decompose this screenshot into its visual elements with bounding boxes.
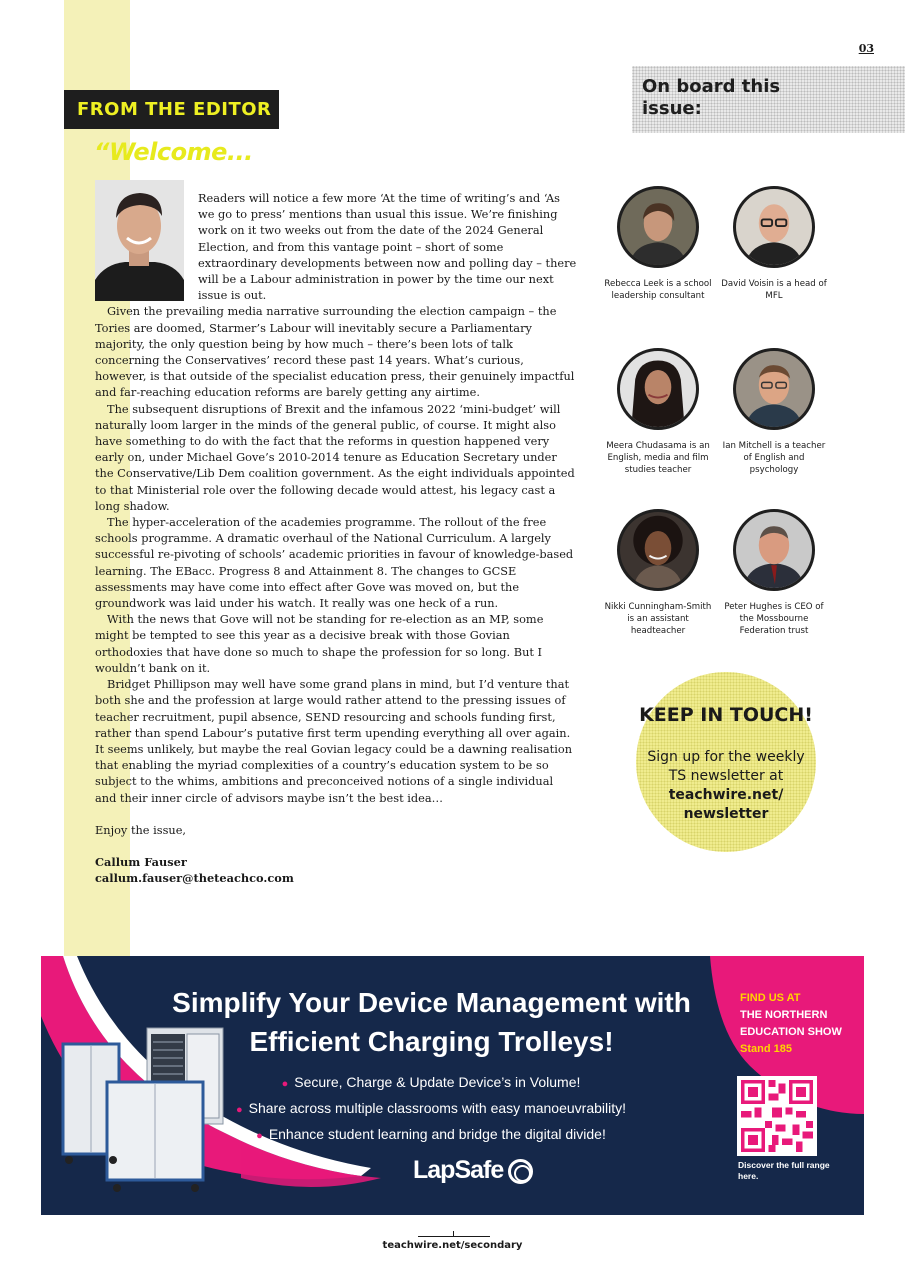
contributor-card — [603, 348, 713, 476]
contributor-caption: Rebecca Leek is a school leadership consultant — [604, 279, 712, 301]
signature — [95, 854, 578, 886]
qr-caption: Discover the full range here. — [738, 1160, 830, 1181]
article-paragraph: Bridget Phillipson may well have some grand plans in mind, but I’d venture that both she and the profession at large would rather attend to the pressing issues of teacher recruitment, pupil absence, SEND resourcing and schools funding first, rather than spend Labour’s putative first term upending everything all over again. It seems unlikely, but maybe the real Govian legacy could be a dawning realisation that enabling the myriad complexities of a country’s education system to be so subject to the whims, ambitions and preconceived notions of a single individual and their inner circle of advisors maybe isn’t the best idea… — [95, 677, 573, 805]
footer-rule — [418, 1236, 490, 1237]
article-paragraph: With the news that Gove will not be standing for re-election as an MP, some might be tempted to see this year as a decisive break with those Govian orthodoxies that have done so much to shape the profession for so long. But I wouldn’t bank on it. — [95, 612, 544, 675]
newsletter-callout[interactable] — [636, 672, 816, 852]
contributor-caption: Ian Mitchell is a teacher of English and psychology — [722, 441, 826, 475]
qr-code[interactable] — [737, 1076, 817, 1156]
on-board-title: On board this issue: — [642, 76, 781, 119]
event-info — [740, 990, 855, 1058]
bullet-dot-icon: ● — [256, 1130, 263, 1142]
lapsafe-logo-icon — [508, 1159, 533, 1184]
ad-bullet: ● Share across multiple classrooms with easy manoeuvrability! — [235, 1100, 627, 1116]
editor-letter — [95, 190, 578, 886]
contributor-avatar — [733, 186, 815, 268]
stand-number: Stand 185 — [740, 1043, 792, 1055]
signoff: Enjoy the issue, — [95, 822, 187, 837]
contributor-avatar — [617, 348, 699, 430]
welcome-heading: “Welcome... — [94, 138, 253, 166]
contributor-card — [719, 509, 829, 637]
newsletter-link[interactable]: teachwire.net/ newsletter — [668, 787, 784, 822]
lapsafe-logo: LapSafe — [413, 1156, 504, 1184]
page-number: 03 — [858, 42, 874, 55]
article-paragraph: Given the prevailing media narrative surrounding the election campaign – the Tories are doomed, Starmer’s Labour will inevitably secure a Parliamentary majority, the only question being by how much – there’s been lots of talk concerning the Conservatives’ record these past 14 years. What’s curious, however, is that outside of the specialist education press, their genuinely impactful and far-reaching education reforms are barely getting any airtime. — [95, 304, 575, 400]
newsletter-text: Sign up for the weekly TS newsletter at — [647, 749, 805, 784]
bullet-dot-icon: ● — [281, 1078, 289, 1090]
contributor-avatar — [617, 509, 699, 591]
contributor-avatar — [733, 509, 815, 591]
editor-name: Callum Fauser — [95, 854, 187, 869]
event-name: THE NORTHERN EDUCATION SHOW — [740, 1009, 842, 1038]
find-us-label: FIND US AT — [740, 992, 801, 1004]
article-paragraph: The subsequent disruptions of Brexit and the infamous 2022 ‘mini-budget’ will naturally loom larger in the minds of the general public, of course. It might also have something to do with the fact that the reforms in question happened very early on, under Michael Gove’s 2010-2014 tenure as Education Secretary under the Conservative/Lib Dem coalition government. As the eight individuals appointed to that Ministerial role over the following decade would attest, his legacy cast a long shadow. — [95, 401, 575, 513]
newsletter-title: KEEP IN TOUCH! — [639, 704, 813, 726]
footer-url[interactable]: teachwire.net/secondary — [382, 1240, 523, 1251]
lapsafe-advert[interactable] — [41, 956, 864, 1215]
bullet-dot-icon: ● — [235, 1104, 243, 1116]
article-paragraph: Readers will notice a few more ‘At the time of writing’s and ‘As we go to press’ mentions than usual this issue. We’re finishing work on it two weeks out from the date of the 2024 General Election, and from this vantage point – short of some extraordinary developments between now and polling day – there will be a Labour administration in power by the time our next issue is out. — [198, 191, 577, 303]
contributor-avatar — [733, 348, 815, 430]
footer-tick — [453, 1231, 454, 1237]
photo-wrap-spacer — [95, 190, 198, 301]
contributor-card — [603, 509, 713, 637]
section-label: FROM THE EDITOR — [64, 90, 279, 129]
ad-headline: Simplify Your Device Management with Efficient Charging Trolleys! — [172, 987, 691, 1057]
ad-bullet: ● Enhance student learning and bridge the digital divide! — [256, 1126, 606, 1142]
newsletter-body — [644, 748, 808, 824]
contributor-caption: David Voisin is a head of MFL — [721, 279, 827, 301]
contributor-caption: Nikki Cunningham-Smith is an assistant headteacher — [604, 602, 712, 636]
editor-email[interactable]: callum.fauser@theteachco.com — [95, 871, 294, 886]
contributor-card — [719, 348, 829, 476]
contributor-card — [719, 186, 829, 302]
contributor-caption: Meera Chudasama is an English, media and film studies teacher — [606, 441, 710, 475]
ad-bullet-list — [231, 1070, 631, 1148]
article-paragraph: The hyper-acceleration of the academies programme. The rollout of the free schools programme. A dramatic overhaul of the National Curriculum. A largely successful re-pivoting of schools’ academic priorities in favour of knowledge-based learning. The EBacc. Progress 8 and Attainment 8. The changes to GCSE assessments may have come into effect after Gove was moved on, but the groundwork was laid under his watch. It really was one heck of a run. — [95, 515, 574, 611]
ad-bullet: ● Secure, Charge & Update Device’s in Volume! — [281, 1074, 581, 1090]
contributor-card — [603, 186, 713, 302]
contributor-caption: Peter Hughes is CEO of the Mossbourne Federation trust — [724, 602, 824, 636]
contributor-avatar — [617, 186, 699, 268]
